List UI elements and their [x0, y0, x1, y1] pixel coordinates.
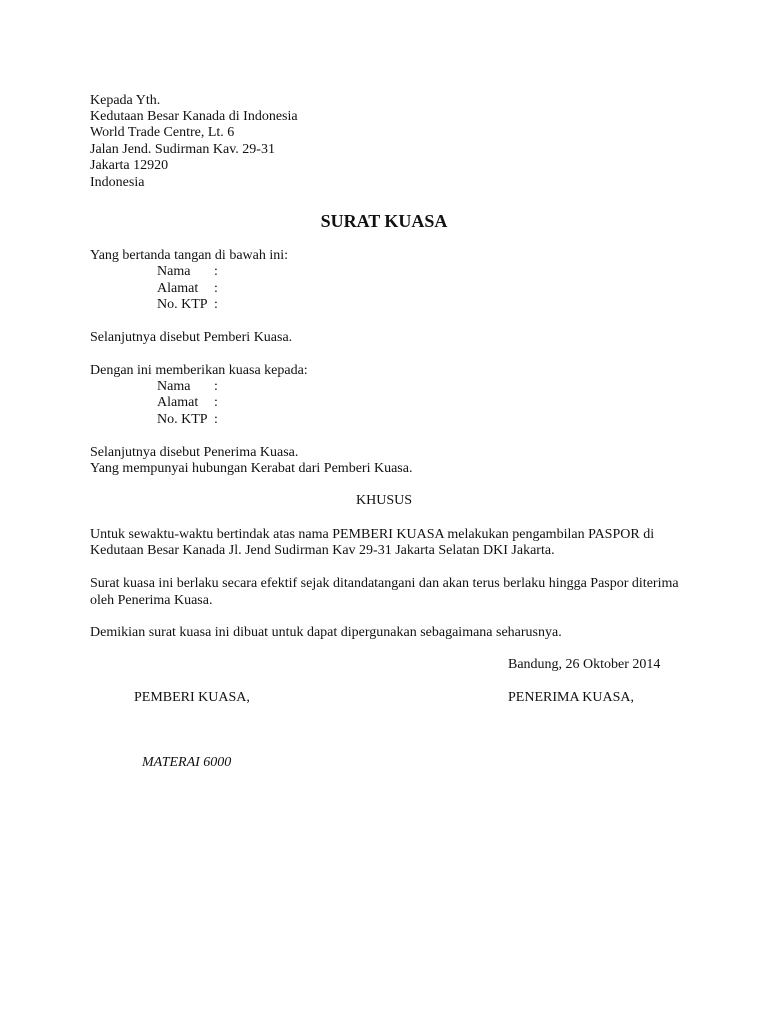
grantor-field-address [157, 281, 218, 297]
grantee-field-name [157, 379, 218, 395]
body-para-1-line-2: Kedutaan Besar Kanada Jl. Jend Sudirman Kav 29-31 Jakarta Selatan DKI Jakarta. [90, 543, 555, 558]
field-label: Alamat [157, 281, 199, 296]
field-separator: : [214, 264, 218, 279]
field-separator: : [214, 412, 218, 427]
field-label: Nama [157, 264, 191, 279]
grantor-field-name [157, 264, 218, 280]
field-label: No. KTP [157, 297, 208, 312]
field-separator: : [214, 379, 218, 394]
body-para-2-line-1: Surat kuasa ini berlaku secara efektif sejak ditandatangani dan akan terus berlaku hingga Paspor diterima [90, 576, 679, 591]
grantee-closing-2: Yang mempunyai hubungan Kerabat dari Pemberi Kuasa. [90, 461, 413, 476]
grantee-signature-label: PENERIMA KUASA, [508, 690, 635, 705]
grantor-intro: Yang bertanda tangan di bawah ini: [90, 248, 289, 263]
recipient-line-6: Indonesia [90, 175, 145, 190]
recipient-line-1: Kepada Yth. [90, 93, 161, 108]
document-title: SURAT KUASA [320, 211, 448, 231]
recipient-line-2: Kedutaan Besar Kanada di Indonesia [90, 109, 298, 124]
field-separator: : [214, 297, 218, 312]
special-heading: KHUSUS [355, 493, 412, 508]
recipient-line-3: World Trade Centre, Lt. 6 [90, 125, 235, 140]
grantee-closing-1: Selanjutnya disebut Penerima Kuasa. [90, 445, 299, 460]
body-para-2-line-2: oleh Penerima Kuasa. [90, 593, 213, 608]
field-separator: : [214, 281, 218, 296]
field-label: Alamat [157, 395, 199, 410]
body-para-3: Demikian surat kuasa ini dibuat untuk dapat dipergunakan sebagaimana seharusnya. [90, 625, 562, 640]
grantor-field-ktp [157, 297, 218, 313]
grantor-closing: Selanjutnya disebut Pemberi Kuasa. [90, 330, 293, 345]
place-date: Bandung, 26 Oktober 2014 [508, 657, 661, 672]
grantor-signature-label: PEMBERI KUASA, [134, 690, 250, 705]
grantee-intro: Dengan ini memberikan kuasa kepada: [90, 363, 308, 378]
field-label: Nama [157, 379, 191, 394]
field-label: No. KTP [157, 412, 208, 427]
field-separator: : [214, 395, 218, 410]
recipient-line-4: Jalan Jend. Sudirman Kav. 29-31 [90, 142, 275, 157]
grantee-field-address [157, 395, 218, 411]
grantee-field-ktp [157, 412, 218, 428]
stamp-duty-label: MATERAI 6000 [142, 755, 232, 770]
body-para-1-line-1: Untuk sewaktu-waktu bertindak atas nama PEMBERI KUASA melakukan pengambilan PASPOR di [90, 527, 655, 542]
recipient-line-5: Jakarta 12920 [90, 158, 169, 173]
